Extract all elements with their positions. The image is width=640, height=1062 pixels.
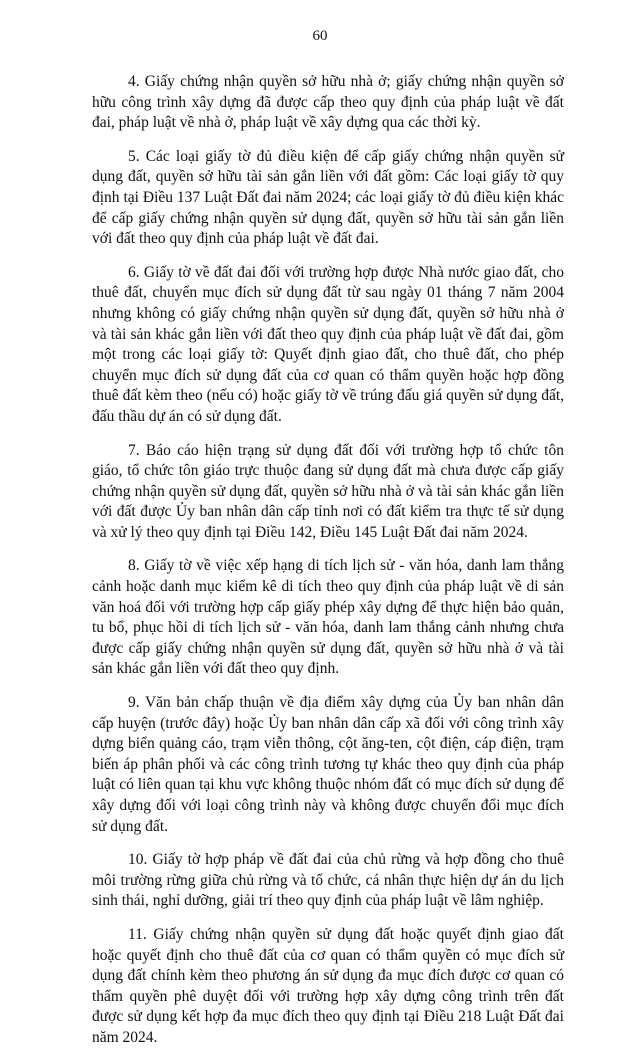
paragraph-item-9: 9. Văn bản chấp thuận về địa điểm xây dựng của Ủy ban nhân dân cấp huyện (trước đây) hoặc Ủy ban nhân dân cấp xã đối với công trình xây dựng biển quảng cáo, trạm viễn thông, cột ăng-ten, cột điện, cáp điện, trạm biến áp phân phối và các công trình tương tự khác theo quy định của pháp luật có liên quan tại khu vực không thuộc nhóm đất có mục đích sử dụng để xây dựng đối với loại công trình này và không được chuyển đổi mục đích sử dụng đất.	[92, 694, 564, 835]
paragraph-item-5: 5. Các loại giấy tờ đủ điều kiện để cấp giấy chứng nhận quyền sử dụng đất, quyền sở hữu tài sản gắn liền với đất gồm: Các loại giấy tờ quy định tại Điều 137 Luật Đất đai năm 2024; các loại giấy tờ đủ điều kiện khác để cấp giấy chứng nhận quyền sử dụng đất, quyền sở hữu tài sản gắn liền với đất theo quy định của pháp luật về đất đai.	[92, 147, 564, 248]
paragraph-item-7: 7. Báo cáo hiện trạng sử dụng đất đối với trường hợp tổ chức tôn giáo, tổ chức tôn giáo trực thuộc đang sử dụng đất mà chưa được cấp giấy chứng nhận quyền sử dụng đất, quyền sở hữu nhà ở và tài sản khác gắn liền với đất được Ủy ban nhân dân cấp tỉnh nơi có đất kiểm tra thực tế sử dụng và xử lý theo quy định tại Điều 142, Điều 145 Luật Đất đai năm 2024.	[92, 441, 564, 541]
paragraph-item-6: 6. Giấy tờ về đất đai đối với trường hợp được Nhà nước giao đất, cho thuê đất, chuyển mục đích sử dụng đất từ sau ngày 01 tháng 7 năm 2004 nhưng không có giấy chứng nhận quyền sử dụng đất, quyền sở hữu nhà ở và tài sản khác gắn liền với đất theo quy định của pháp luật về đất đai, gồm một trong các loại giấy tờ: Quyết định giao đất, cho thuê đất, cho phép chuyển mục đích sử dụng đất của cơ quan có thẩm quyền hoặc hợp đồng thuê đất kèm theo (nếu có) hoặc giấy tờ về trúng đấu giá quyền sử dụng đất, đấu thầu dự án có sử dụng đất.	[92, 263, 564, 425]
document-body	[92, 72, 564, 1062]
paragraph-item-11: 11. Giấy chứng nhận quyền sử dụng đất hoặc quyết định giao đất hoặc quyết định cho thuê đất của cơ quan có thẩm quyền có mục đích sử dụng đất chính kèm theo phương án sử dụng đa mục đích được cơ quan có thẩm quyền phê duyệt đối với trường hợp xây dựng công trình trên đất được sử dụng kết hợp đa mục đích theo quy định tại Điều 218 Luật Đất đai năm 2024.	[92, 925, 564, 1046]
page-number: 60	[312, 28, 328, 44]
paragraph-item-10: 10. Giấy tờ hợp pháp về đất đai của chủ rừng và hợp đồng cho thuê môi trường rừng giữa chủ rừng và tổ chức, cá nhân thực hiện dự án du lịch sinh thái, nghỉ dưỡng, giải trí theo quy định của pháp luật về lâm nghiệp.	[92, 851, 564, 910]
paragraph-item-8: 8. Giấy tờ về việc xếp hạng di tích lịch sử - văn hóa, danh lam thắng cảnh hoặc danh mục kiểm kê di tích theo quy định của pháp luật về di sản văn hoá đối với trường hợp cấp giấy phép xây dựng để thực hiện bảo quản, tu bổ, phục hồi di tích lịch sử - văn hóa, danh lam thắng cảnh nhưng chưa được cấp giấy chứng nhận quyền sử dụng đất, quyền sở hữu nhà ở và tài sản khác gắn liền với đất theo quy định.	[92, 557, 564, 678]
paragraph-item-4: 4. Giấy chứng nhận quyền sở hữu nhà ở; giấy chứng nhận quyền sở hữu công trình xây dựng đã được cấp theo quy định của pháp luật về đất đai, pháp luật về nhà ở, pháp luật về xây dựng qua các thời kỳ.	[92, 73, 564, 132]
